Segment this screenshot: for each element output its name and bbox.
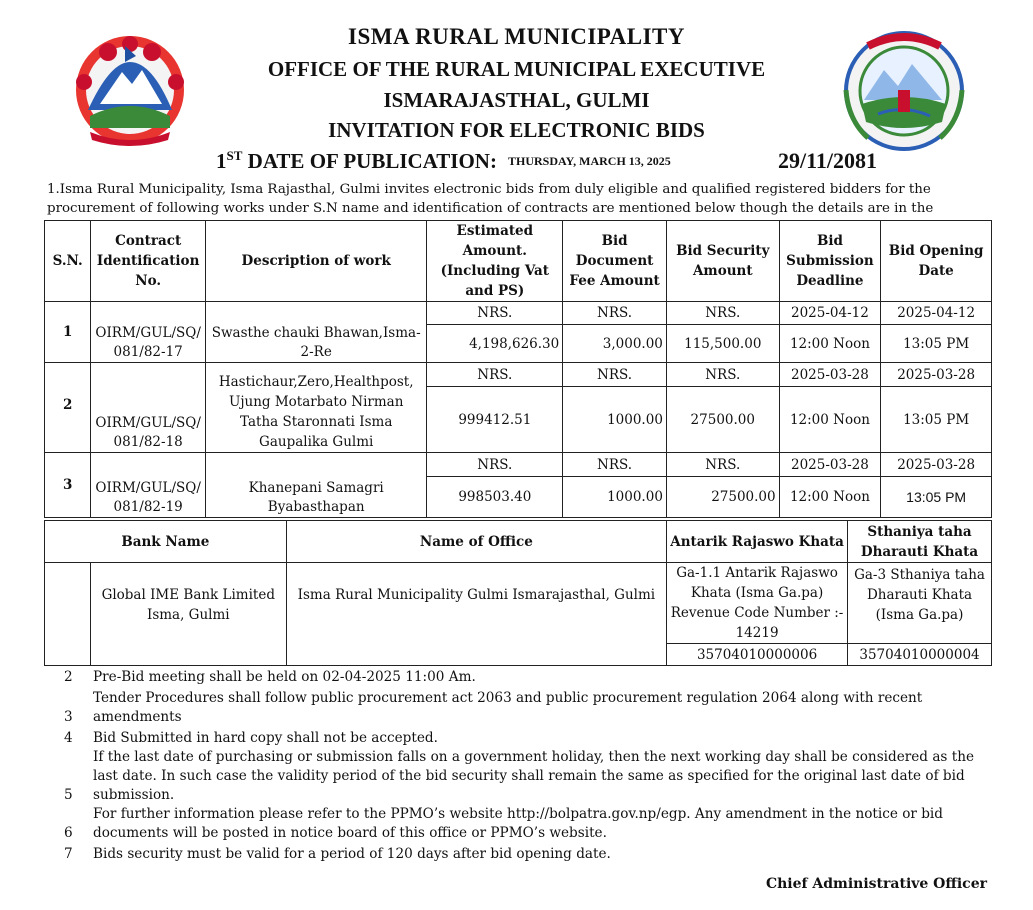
row-opening-time: 13:05 PM <box>881 387 992 453</box>
row-security: 115,500.00 <box>666 325 779 363</box>
row-amount: 998503.40 <box>427 477 563 518</box>
header-estimated-amount: Estimated Amount.(Including Vat and PS) <box>427 221 563 302</box>
header-sthaniya-khata: Sthaniya taha Dharauti Khata <box>848 521 992 563</box>
row-sn: 3 <box>45 453 91 518</box>
row-opening-date: 2025-03-28 <box>881 363 992 387</box>
sthaniya-khata: Ga-3 Sthaniya taha Dharauti Khata (Isma Ga.pa) <box>848 563 992 644</box>
row-security-currency: NRS. <box>666 302 779 325</box>
sthaniya-account-number: 35704010000004 <box>848 644 992 666</box>
table-row <box>45 453 992 477</box>
row-submission-date: 2025-03-28 <box>779 363 881 387</box>
header-bid-security: Bid Security Amount <box>666 221 779 302</box>
row-contract-id: OIRM/GUL/SQ/ 081/82-19 <box>91 453 206 518</box>
row-security: 27500.00 <box>666 387 779 453</box>
bank-header-row <box>45 521 992 563</box>
office-name: Isma Rural Municipality Gulmi Ismarajasthal, Gulmi <box>286 563 666 666</box>
row-sn: 1 <box>45 302 91 363</box>
row-fee-currency: NRS. <box>563 453 667 477</box>
bank-table <box>44 520 992 666</box>
office-title: OFFICE OF THE RURAL MUNICIPAL EXECUTIVE <box>267 57 766 81</box>
publication-date-nepali: 29/11/2081 <box>778 148 878 173</box>
table-row <box>45 302 992 325</box>
notes-list <box>55 668 985 864</box>
bank-empty-cell <box>45 563 91 666</box>
row-description: Swasthe chauki Bhawan,Isma-2-Re <box>206 302 427 363</box>
header-contract-id: Contract Identification No. <box>91 221 206 302</box>
row-amount-currency: NRS. <box>427 453 563 477</box>
header-description: Description of work <box>206 221 427 302</box>
row-amount: 999412.51 <box>427 387 563 453</box>
publication-date-label: 1ST DATE OF PUBLICATION: <box>216 148 497 173</box>
row-fee-currency: NRS. <box>563 302 667 325</box>
antarik-khata: Ga-1.1 Antarik Rajaswo Khata (Isma Ga.pa) Revenue Code Number :- 14219 <box>667 563 848 644</box>
row-fee: 1000.00 <box>563 477 667 518</box>
row-fee: 1000.00 <box>563 387 667 453</box>
row-security: 27500.00 <box>666 477 779 518</box>
row-description: Hastichaur,Zero,Healthpost, Ujung Motarbato Nirman Tatha Staronnati Isma Gaupalika Gulmi <box>206 363 427 453</box>
row-description: Khanepani Samagri Byabasthapan <box>206 453 427 518</box>
row-submission-date: 2025-04-12 <box>779 302 881 325</box>
intro-paragraph: 1.Isma Rural Municipality, Isma Rajasthal, Gulmi invites electronic bids from duly eligible and qualified registered bidders for the procurement of following works under S.N name and identification of contracts are mentioned below though the details are in the <box>47 182 934 216</box>
antarik-account-number: 35704010000006 <box>667 644 848 666</box>
header-submission-deadline: Bid Submission Deadline <box>779 221 881 302</box>
header-document-fee: Bid Document Fee Amount <box>563 221 667 302</box>
bid-table <box>44 220 992 518</box>
list-item: 2 Pre-Bid meeting shall be held on 02-04-2025 11:00 Am. <box>64 669 476 685</box>
list-item: 4 Bid Submitted in hard copy shall not be accepted. <box>64 730 438 746</box>
row-amount-currency: NRS. <box>427 363 563 387</box>
table-header-row <box>45 221 992 302</box>
row-security-currency: NRS. <box>666 363 779 387</box>
list-item: 7 Bids security must be valid for a period of 120 days after bid opening date. <box>64 846 611 862</box>
header-office-name: Name of Office <box>286 521 666 563</box>
row-sn: 2 <box>45 363 91 453</box>
row-submission-time: 12:00 Noon <box>779 477 881 518</box>
row-opening-time: 13:05 PM <box>881 325 992 363</box>
list-item: 3 Tender Procedures shall follow public procurement act 2063 and public procurement regulation 2064 along with recent amendments <box>64 690 923 725</box>
list-item: 5 If the last date of purchasing or submission falls on a government holiday, then the next working day shall be considered as the last date. In such case the validity period of the bid security shall remain the same as specified for the original last date of bid submission. <box>64 749 974 803</box>
row-opening-date: 2025-03-28 <box>881 453 992 477</box>
row-security-currency: NRS. <box>666 453 779 477</box>
row-opening-time: 13:05 PM <box>881 477 992 518</box>
location-title: ISMARAJASTHAL, GULMI <box>383 88 650 112</box>
notice-title: INVITATION FOR ELECTRONIC BIDS <box>328 118 705 142</box>
bank-row <box>45 563 992 644</box>
list-item: 6 For further information please refer to the PPMO’s website http://bolpatra.gov.np/egp. Any amendment in the notice or bid documents will be posted in notice board of this office or PPMO’s website. <box>64 806 943 841</box>
row-submission-time: 12:00 Noon <box>779 325 881 363</box>
header-opening-date: Bid Opening Date <box>881 221 992 302</box>
publication-date-english: THURSDAY, MARCH 13, 2025 <box>508 154 671 168</box>
bank-name: Global IME Bank Limited Isma, Gulmi <box>90 563 286 666</box>
row-submission-date: 2025-03-28 <box>779 453 881 477</box>
signature-title: Chief Administrative Officer <box>765 876 987 892</box>
row-fee: 3,000.00 <box>563 325 667 363</box>
municipality-title: ISMA RURAL MUNICIPALITY <box>348 24 685 49</box>
table-row <box>45 363 992 387</box>
row-contract-id: OIRM/GUL/SQ/ 081/82-18 <box>91 363 206 453</box>
row-opening-date: 2025-04-12 <box>881 302 992 325</box>
header-antarik-khata: Antarik Rajaswo Khata <box>667 521 848 563</box>
row-contract-id: OIRM/GUL/SQ/ 081/82-17 <box>91 302 206 363</box>
header-sn: S.N. <box>45 221 91 302</box>
row-submission-time: 12:00 Noon <box>779 387 881 453</box>
header-bank-name: Bank Name <box>45 521 287 563</box>
row-fee-currency: NRS. <box>563 363 667 387</box>
row-amount-currency: NRS. <box>427 302 563 325</box>
row-amount: 4,198,626.30 <box>427 325 563 363</box>
